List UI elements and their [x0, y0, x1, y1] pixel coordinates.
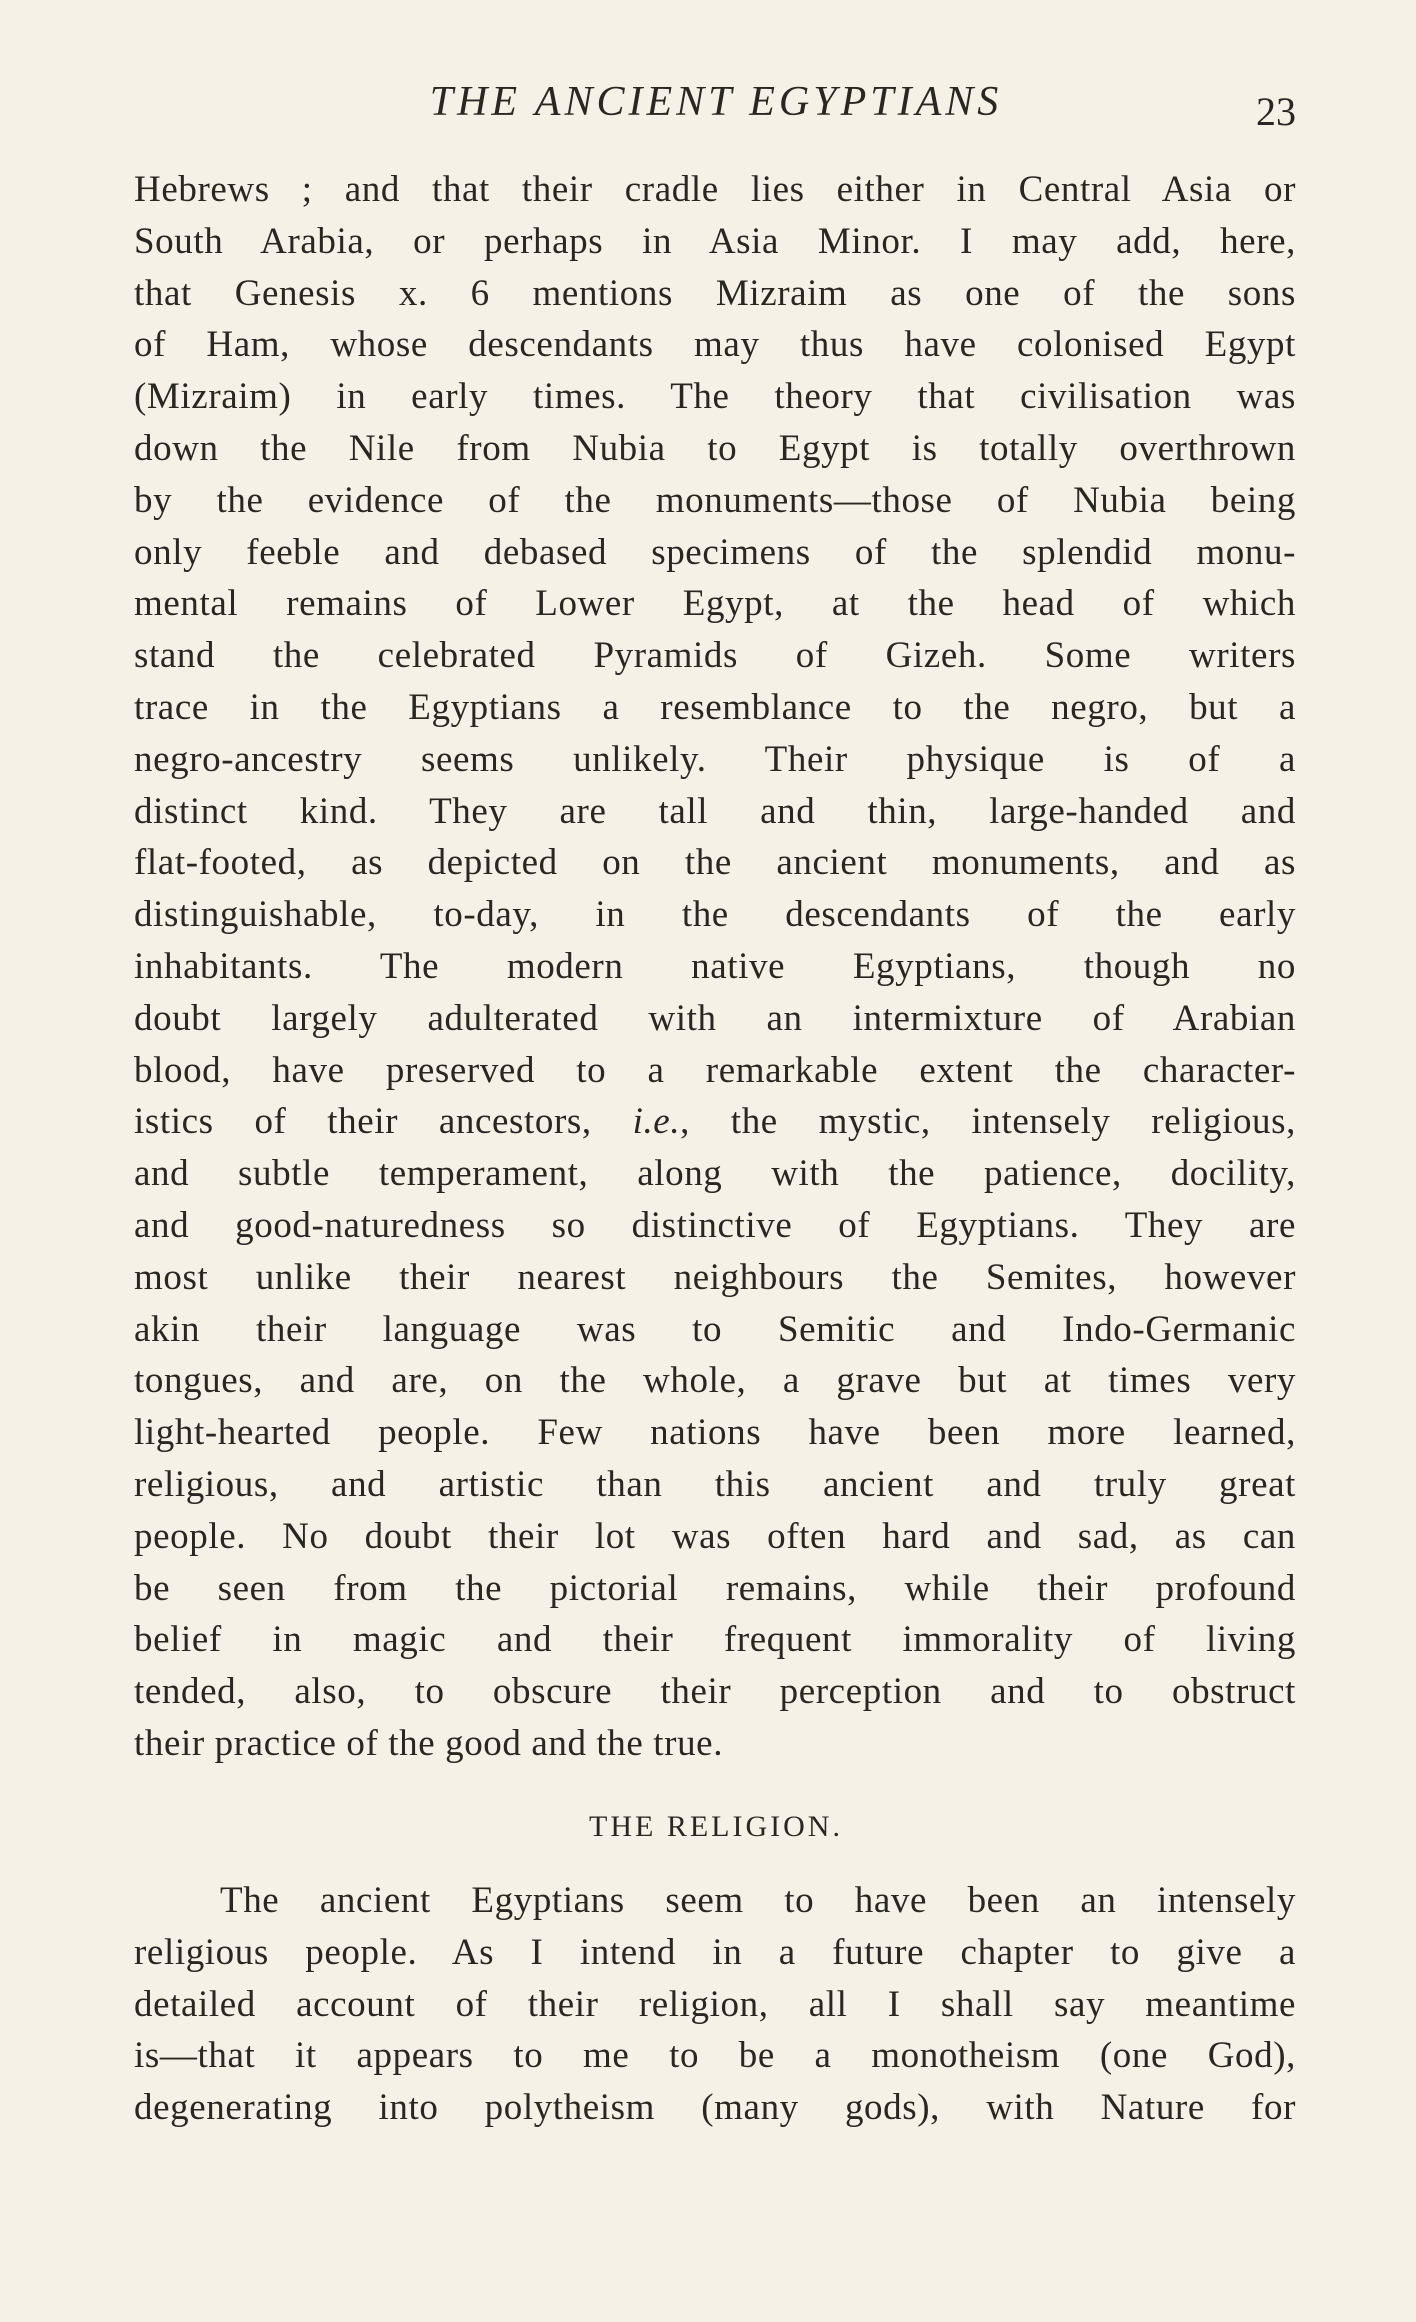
text-line: tended, also, to obscure their perception and to obstruct: [134, 1671, 1296, 1713]
text-line: people. No doubt their lot was often hard and sad, as can: [134, 1515, 1296, 1557]
text-line: tongues, and are, on the whole, a grave but at times very: [134, 1360, 1296, 1402]
text-line: distinguishable, to-day, in the descendants of the early: [134, 894, 1296, 936]
text-line: and subtle temperament, along with the patience, docility,: [134, 1153, 1296, 1195]
text-line: blood, have preserved to a remarkable extent the character-: [134, 1049, 1296, 1091]
body-paragraph: [134, 164, 1296, 1770]
text-line: inhabitants. The modern native Egyptians, though no: [134, 945, 1296, 987]
text-line: (Mizraim) in early times. The theory that civilisation was: [134, 376, 1296, 418]
text-line: their practice of the good and the true.: [134, 1722, 724, 1764]
text-line: religious people. As I intend in a future chapter to give a: [134, 1931, 1296, 1973]
text-line: stand the celebrated Pyramids of Gizeh. Some writers: [134, 635, 1296, 677]
text-line: trace in the Egyptians a resemblance to the negro, but a: [134, 686, 1296, 728]
page-number: 23: [1256, 89, 1296, 134]
text-run: istics of their ancestors,: [134, 1101, 633, 1143]
text-line: only feeble and debased specimens of the splendid monu-: [134, 531, 1296, 573]
text-line: flat-footed, as depicted on the ancient monuments, and as: [134, 842, 1296, 884]
text-line: of Ham, whose descendants may thus have colonised Egypt: [134, 324, 1296, 366]
running-head: [136, 78, 1296, 138]
text-run: , the mystic, intensely religious,: [680, 1101, 1296, 1143]
text-line: and good-naturedness so distinctive of Egyptians. They are: [134, 1204, 1296, 1246]
italic-abbreviation: i.e.: [632, 1101, 681, 1143]
text-line: religious, and artistic than this ancient and truly great: [134, 1463, 1296, 1505]
text-line: down the Nile from Nubia to Egypt is totally overthrown: [134, 427, 1296, 469]
section-heading: THE RELIGION.: [589, 1810, 843, 1843]
body-paragraph: [134, 1875, 1296, 2134]
text-line: South Arabia, or perhaps in Asia Minor. I may add, here,: [134, 220, 1296, 262]
text-line: distinct kind. They are tall and thin, large-handed and: [134, 790, 1296, 832]
text-line: akin their language was to Semitic and Indo-Germanic: [134, 1308, 1296, 1350]
text-line: degenerating into polytheism (many gods), with Nature for: [134, 2087, 1296, 2129]
text-line: that Genesis x. 6 mentions Mizraim as one of the sons: [134, 272, 1296, 314]
text-line: detailed account of their religion, all I shall say meantime: [134, 1983, 1296, 2025]
text-line: mental remains of Lower Egypt, at the head of which: [134, 583, 1296, 625]
text-line: most unlike their nearest neighbours the Semites, however: [134, 1256, 1296, 1298]
text-line: by the evidence of the monuments—those of Nubia being: [134, 479, 1296, 521]
text-line: belief in magic and their frequent immorality of living: [134, 1619, 1296, 1661]
text-line: negro-ancestry seems unlikely. Their physique is of a: [134, 738, 1296, 780]
text-line: The ancient Egyptians seem to have been an intensely: [220, 1880, 1296, 1921]
running-title: THE ANCIENT EGYPTIANS: [429, 79, 1003, 125]
text-line: light-hearted people. Few nations have been more learned,: [134, 1412, 1296, 1454]
text-line-with-italic: [134, 1096, 1296, 1148]
text-line: Hebrews ; and that their cradle lies either in Central Asia or: [134, 169, 1296, 210]
text-line: doubt largely adulterated with an intermixture of Arabian: [134, 997, 1296, 1039]
text-line: be seen from the pictorial remains, while their profound: [134, 1567, 1296, 1609]
text-line: is—that it appears to me to be a monotheism (one God),: [134, 2035, 1296, 2077]
